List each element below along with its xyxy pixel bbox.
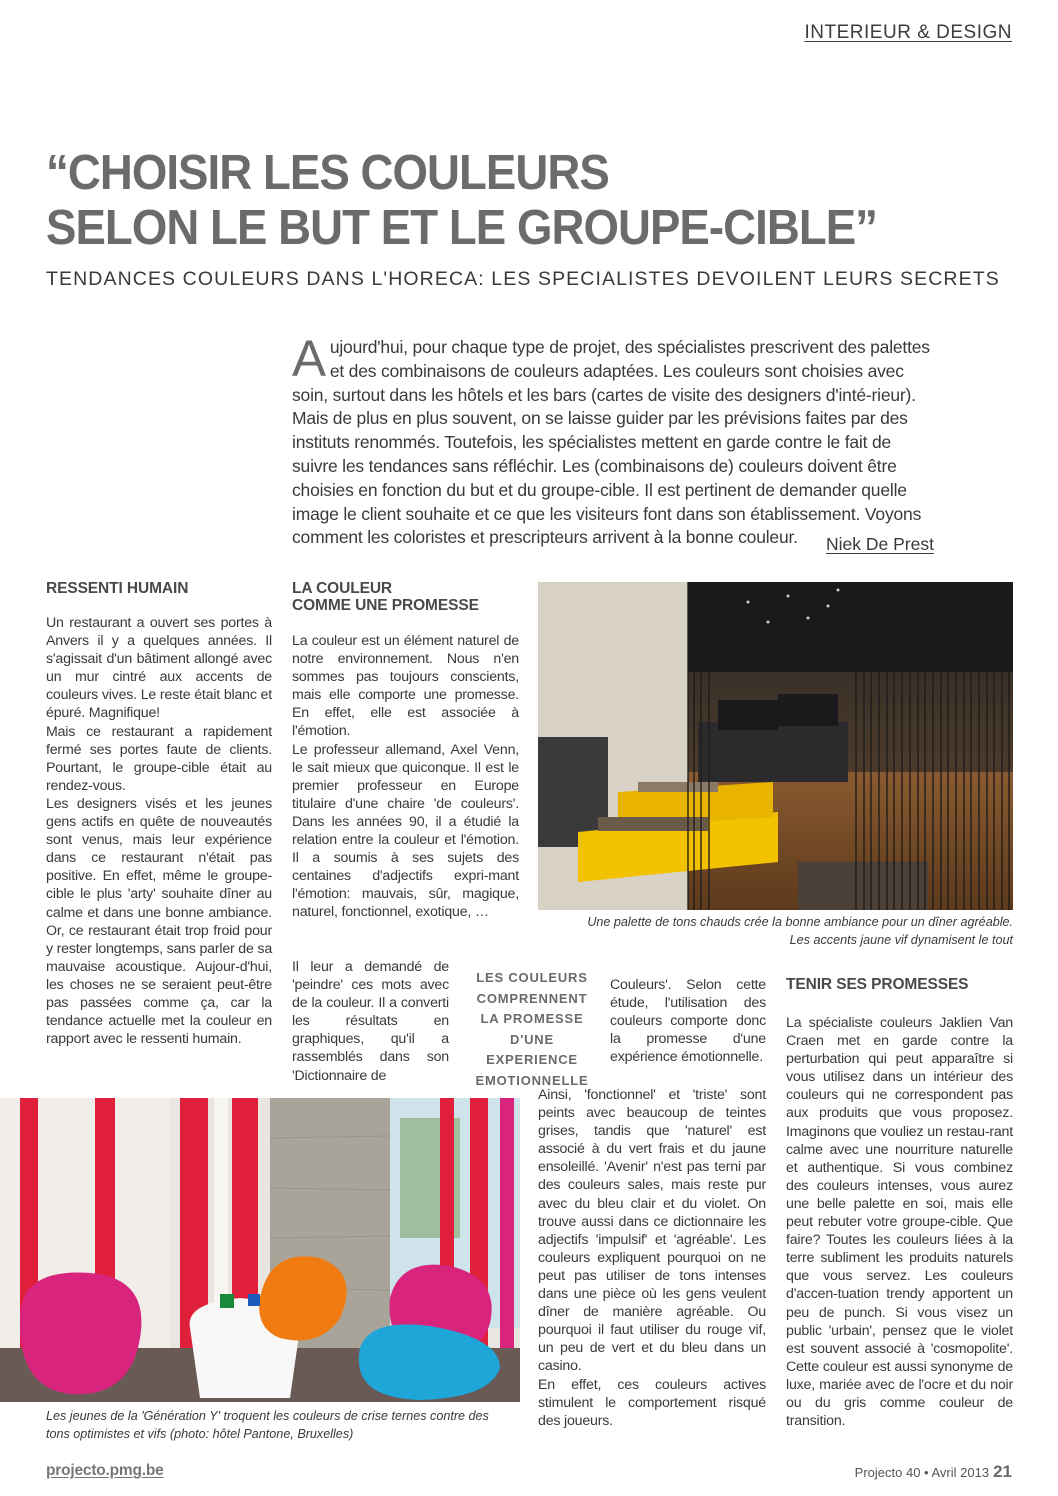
col4-body: La spécialiste couleurs Jaklien Van Craen met en garde contre la perturbation qui peut apparaître si vous utilisez dans un intérieur des couleurs qui ne correspondent pas aux produits que vous proposez. Imaginons que vouliez un restau-rant calme avec une nourriture naturelle et authentique. Si vous combinez des couleurs intenses, vous aurez une belle palette en soi, mais elle peut rebuter votre groupe-cible. Que faire? Toutes les couleurs liées à la terre subliment les produits naturels que vous servez. Les couleurs d'accen-tuation trendy apportent un peu de punch. Si vous visez un public 'urbain', pensez que le violet est souvent associé à 'cosmopolite'. Cette couleur est aussi synonyme de luxe, mariée avec de l'ocre et du noir ou du gris comme couleur de transition.: [786, 1015, 1013, 1430]
intro-dropcap: A: [292, 330, 326, 387]
col2-heading: [292, 580, 479, 614]
headline-line-2: SELON LE BUT ET LE GROUPE-CIBLE”: [46, 201, 878, 255]
photo1-caption-line: Une palette de tons chauds crée la bonne ambiance pour un dîner agréable.: [587, 915, 1013, 929]
col2-paragraph: Il leur a demandé de 'peindre' ces mots avec de la couleur. Il a converti les résultats en graphiques, qu'il a rassemblés dans son 'Dictionnaire de: [292, 959, 449, 1084]
section-label: INTERIEUR & DESIGN: [804, 22, 1012, 43]
pull-quote-line: LA PROMESSE: [480, 1011, 584, 1026]
col2-body-top: [292, 632, 519, 922]
col1-body: [46, 614, 272, 1048]
col2-body-bottom: [292, 958, 449, 1085]
intro-text: ujourd'hui, pour chaque type de projet, des spécialistes prescrivent des palettes et des combinaisons de couleurs adaptées. Les couleurs sont choisies avec soin, surtout dans les hôtels et les bars (cartes de visite des designers d'inté-rieur). Mais de plus en plus souvent, on se laisse guider par les prévisions faites par des instituts renommés. Toutefois, les spécialistes mettent en garde contre le fait de suivre les tendances sans réfléchir. Les (combinaisons de) couleurs doivent être choisies en fonction du but et du groupe-cible. Il est pertinent de demander quelle image le client souhaite et ce que les visiteurs font dans son établissement. Voyons comment les coloristes et prescripteurs arrivent à la bonne couleur.: [292, 337, 930, 548]
headline: [46, 146, 939, 256]
pull-quote-line: D'UNE EXPERIENCE: [486, 1031, 578, 1067]
page-number: 21: [993, 1462, 1012, 1481]
footer-issue: [855, 1462, 1012, 1482]
col2-heading-line-2: COMME UNE PROMESSE: [292, 597, 479, 614]
photo1-caption-line: Les accents jaune vif dynamisent le tout: [789, 932, 1013, 947]
photo-restaurant-interior: [538, 582, 1013, 910]
subtitle: TENDANCES COULEURS DANS L'HORECA: LES SPECIALISTES DEVOILENT LEURS SECRETS: [46, 268, 1000, 290]
footer-issue-label: Projecto 40 • Avril 2013: [854, 1465, 990, 1480]
col2-paragraph: Le professeur allemand, Axel Venn, le sait mieux que quiconque. Il est le premier professeur en Europe titulaire d'une chaire 'de couleurs'. Dans les années 90, il a étudié la relation entre la couleur et l'émotion. Il a soumis à ses sujets des centaines d'adjectifs expri-mant l'émotion: mauvais, sûr, magique, naturel, fonctionnel, exotique, …: [292, 741, 519, 921]
photo2-caption-line: Les jeunes de la 'Génération Y' troquent les couleurs de crise ternes contre des: [46, 1409, 489, 1423]
headline-line-1: “CHOISIR LES COULEURS: [46, 146, 609, 200]
pull-quote-line: LES COULEURS: [476, 970, 588, 985]
col3-paragraph: En effet, ces couleurs actives stimulent le comportement risqué des joueurs.: [538, 1376, 766, 1429]
footer-site-link[interactable]: projecto.pmg.be: [46, 1462, 164, 1479]
col1-paragraph: Les designers visés et les jeunes gens actifs en quête de nouveautés sont venus, mais leur expérience dans ce restaurant n'était pas positive. En effet, même le groupe-cible le plus 'arty' souhaite dîner au calme et dans une bonne ambiance. Or, ce restaurant était trop froid pour y rester longtemps, sans parler de sa mauvaise acoustique. Aujour-d'hui, les choses ne se seraient peut-être pas passées comme ça, car la tendance actuelle met la couleur en rapport avec le ressenti humain.: [46, 795, 273, 1048]
photo1-caption: [538, 914, 1013, 949]
col1-paragraph: Mais ce restaurant a rapidement fermé ses portes faute de clients. Pourtant, le groupe-cible était au rendez-vous.: [46, 723, 272, 794]
col3-body: [538, 1086, 766, 1430]
photo-colourful-lounge: [0, 1098, 520, 1402]
photo2-caption-line: tons optimistes et vifs (photo: hôtel Pantone, Bruxelles): [46, 1426, 354, 1441]
pull-quote: [462, 968, 602, 1091]
col1-paragraph: Un restaurant a ouvert ses portes à Anvers il y a quelques années. Il s'agissait d'un bâtiment allongé avec un mur cintré aux accents de couleurs vives. Le reste était blanc et épuré. Magnifique!: [46, 615, 272, 722]
pull-quote-line: EMOTIONNELLE: [475, 1072, 589, 1088]
intro-paragraph: [292, 330, 932, 550]
author-byline[interactable]: Niek De Prest: [826, 534, 934, 554]
col1-heading: RESSENTI HUMAIN: [46, 580, 189, 597]
col4-heading: TENIR SES PROMESSES: [786, 976, 969, 993]
pull-quote-line: COMPRENNENT: [476, 990, 588, 1006]
col2-paragraph: La couleur est un élément naturel de notre environnement. Nous n'en sommes pas toujours conscients, mais elle comporte une promesse. En effet, elle est associée à l'émotion.: [292, 633, 519, 740]
col3-paragraph: Ainsi, 'fonctionnel' et 'triste' sont peints avec beaucoup de teintes grises, tandis que 'naturel' est associé à du vert frais et du jaune ensoleillé. 'Avenir' n'est pas terni par des couleurs sales, mais reste pur avec du bleu clair et du violet. On trouve aussi dans ce dictionnaire les adjectifs 'impulsif' et 'agréable'. Les couleurs expliquent pourquoi on ne peut pas utiliser de tons intenses dans une pièce où les gens veulent dîner de manière agréable. Ou pourquoi il faut utiliser du rouge vif, un peu de vert et du bleu dans un casino.: [538, 1087, 766, 1375]
col3-body-top: Couleurs'. Selon cette étude, l'utilisation des couleurs comporte donc la promesse d'une expérience émotionnelle.: [610, 977, 766, 1066]
photo2-caption: [46, 1408, 516, 1443]
col2-heading-line-1: LA COULEUR: [292, 580, 393, 597]
